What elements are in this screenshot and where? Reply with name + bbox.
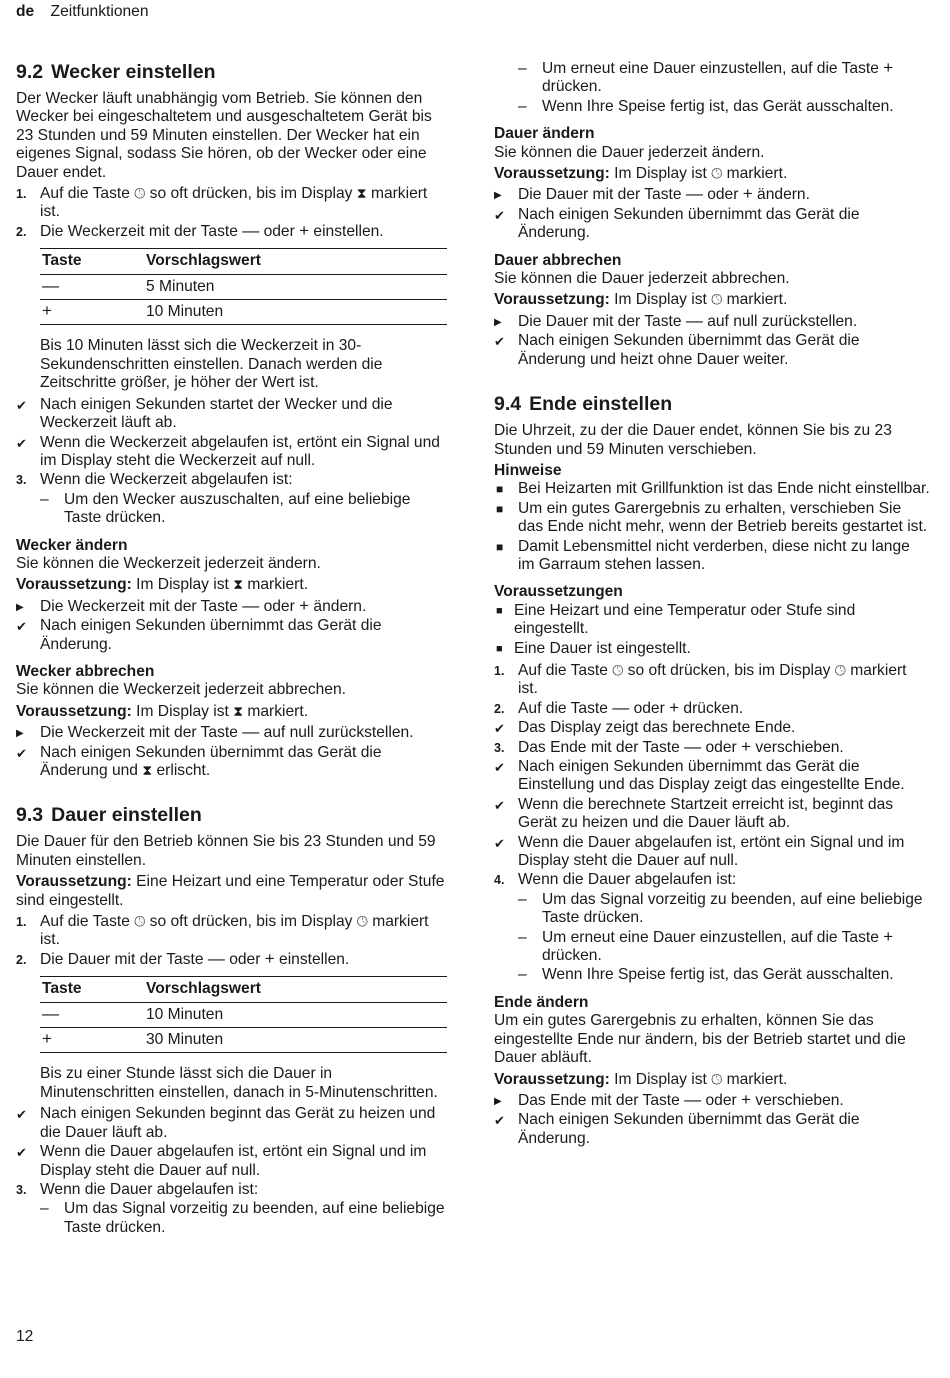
- step-1: 1. Auf die Taste 🕓︎ so oft drücken, bis im Display 🕓︎ markiert ist.: [16, 913, 429, 949]
- minus-key-icon: —: [684, 1089, 702, 1109]
- precondition: Voraussetzung: Im Display ist 🕓︎ markiert.: [494, 1070, 788, 1088]
- check-icon: ✔: [16, 1107, 27, 1123]
- heading-9-3: 9.3 Dauer einstellen: [16, 804, 202, 827]
- square-bullet-icon: ■: [496, 604, 503, 617]
- precondition: Voraussetzung: Im Display ist 🕓︎ markiert.: [494, 165, 788, 183]
- plus-key-icon: +: [42, 301, 52, 321]
- square-bullet-icon: ■: [496, 501, 504, 516]
- heading-dauer-abbrechen: Dauer abbrechen: [494, 251, 622, 269]
- result-item: ✔ Das Display zeigt das berechnete Ende.: [494, 719, 930, 737]
- clock-icon: 🕓︎: [711, 165, 723, 182]
- heading-voraussetzungen: Voraussetzungen: [494, 583, 623, 601]
- dash-item: – Wenn Ihre Speise fertig ist, das Gerät ausschalten.: [518, 97, 894, 115]
- plus-key-icon: +: [883, 926, 894, 946]
- check-icon: ✔: [494, 760, 505, 775]
- plus-key-icon: +: [264, 948, 275, 968]
- plus-key-icon: +: [741, 736, 751, 756]
- plus-key-icon: +: [741, 1089, 751, 1109]
- check-icon: ✔: [16, 619, 27, 635]
- step-2: 2. Die Weckerzeit mit der Taste — oder + einstellen.: [16, 220, 384, 240]
- result-item: ✔ Nach einigen Sekunden übernimmt das Gerät die Änderung und heizt ohne Dauer weiter.: [494, 332, 860, 368]
- dash-item: – Um erneut eine Dauer einzustellen, auf die Taste + drücken.: [518, 926, 894, 965]
- language-code: de: [16, 3, 35, 20]
- precondition-item: ■ Eine Dauer ist eingestellt.: [496, 639, 691, 657]
- check-icon: ✔: [494, 207, 505, 223]
- step-2: 2. Auf die Taste — oder + drücken.: [494, 697, 744, 717]
- note-item: ■ Damit Lebensmittel nicht verderben, diese nicht zu lange im Garraum stehen lassen.: [496, 537, 910, 573]
- check-icon: ✔: [16, 1145, 27, 1161]
- precondition: Voraussetzung: Im Display ist ⧗ markiert.: [16, 702, 309, 720]
- result-item: ✔ Nach einigen Sekunden übernimmt das Gerät die Änderung.: [494, 205, 860, 242]
- step-3: 3. Das Ende mit der Taste — oder + verschieben.: [494, 736, 844, 756]
- minus-key-icon: —: [42, 275, 59, 295]
- table-row: — 5 Minuten: [40, 274, 447, 299]
- suggestion-table: Taste Vorschlagswert — 10 Minuten + 30 Minuten: [40, 976, 447, 1053]
- plus-key-icon: +: [883, 58, 894, 77]
- note-item: ■ Um ein gutes Garergebnis zu erhalten, verschieben Sie das Ende nicht mehr, wenn der Betrieb bereits gestartet ist.: [496, 499, 928, 536]
- action-item: ▶ Das Ende mit der Taste — oder + verschieben.: [494, 1092, 930, 1110]
- precondition: Voraussetzung: Eine Heizart und eine Temperatur oder Stufe sind eingestellt.: [16, 873, 445, 909]
- action-item: ▶ Die Weckerzeit mit der Taste — auf null zurückstellen.: [16, 724, 448, 742]
- check-icon: ✔: [494, 835, 505, 851]
- clock-icon: 🕓︎: [711, 1070, 723, 1087]
- step-2: 2. Die Dauer mit der Taste — oder + einstellen.: [16, 948, 350, 968]
- heading-wecker-aendern: Wecker ändern: [16, 536, 128, 554]
- minus-key-icon: —: [684, 736, 702, 756]
- clock-icon: 🕓︎: [612, 661, 624, 678]
- result-item: ✔ Nach einigen Sekunden übernimmt das Gerät die Einstellung und das Display zeigt das eingestellte Ende.: [494, 758, 905, 794]
- plus-key-icon: +: [42, 1029, 52, 1049]
- left-column: 9.2 Wecker einstellen Der Wecker läuft unabhängig vom Betrieb. Sie können den Wecker bei eingeschaltetem und ausgeschaltetem Gerät bis 23 Stunden und 59 Minuten einstellen. Der Wecker hat ein eigenes Signal, sodass Sie hören, ob der Wecker oder eine Dauer endet. 1. Auf die Taste 🕓︎ so oft drücken, bis im Display ⧗ markiert ist. 2. Die Weckerzeit mit der Taste — oder + einstellen. Taste Vorschlagswert — 5 Minuten + 10 Minuten Bis 10 Minuten lässt sich die Weckerzeit in 30-Sekundenschritten einstellen. Danach werden die Zeitschritte größer, je höher der Wert ist. ✔ Nach einigen Sekunden startet der Wecker und die Weckerzeit läuft ab. ✔ Wenn die Weckerzeit abgelaufen ist, ertönt ein Signal und im Display steht die Weckerzeit auf null. 3. Wenn die Weckerzeit abgelaufen ist: – Um den Wecker auszuschalten, auf eine beliebige Taste drücken. Wecker ändern Sie können die Weckerzeit jederzeit ändern. Voraussetzung: Im Display ist ⧗ markiert. ▶ Die Weckerzeit mit der Taste — oder + ändern. ✔ Nach einigen Sekunden übernimmt das Gerät die Änderung. Wecker abbrechen Sie können die Weckerzeit jederzeit abbrechen. Voraussetzung: Im Display ist ⧗ markiert. ▶ Die Weckerzeit mit der Taste — auf null zurückstellen. ✔ Nach einigen Sekunden übernimmt das Gerät die Änderung und ⧗ erlischt. 9.3 Dauer einstellen Die Dauer für den Betrieb können Sie bis 23 Stunden und 59 Minuten einstellen. Voraussetzung: Eine Heizart und eine Temperatur oder Stufe sind eingestellt. 1. Auf die Taste 🕓︎ so oft drücken, bis im Display 🕓︎ markiert ist. 2. Die Dauer mit der Taste — oder + einstellen. Taste Vorschlagswert — 10 Minuten + 30 Minuten Bis zu einer Stunde lässt sich die Dauer in Minutenschritten einstellen, danach in 5-Minutenschritten. ✔ Nach einigen Sekunden beginnt das Gerät zu heizen und die Dauer läuft ab. ✔ Wenn die Dauer abgelaufen ist, ertönt ein Signal und im Display steht die Dauer auf null. 3. Wenn die Dauer abgelaufen ist: – Um das Signal vorzeitig zu beenden, auf eine beliebige Taste drücken.: [16, 60, 448, 1238]
- clock-icon: 🕓︎: [134, 185, 146, 202]
- step-3: 3. Wenn die Weckerzeit abgelaufen ist:: [16, 471, 293, 489]
- square-bullet-icon: ■: [496, 539, 504, 554]
- square-bullet-icon: ■: [496, 642, 503, 655]
- precondition: Voraussetzung: Im Display ist 🕓︎ markiert.: [494, 291, 788, 309]
- result-item: ✔ Wenn die Dauer abgelaufen ist, ertönt ein Signal und im Display steht die Dauer auf null.: [16, 1143, 427, 1179]
- result-item: ✔ Nach einigen Sekunden beginnt das Gerät zu heizen und die Dauer läuft ab.: [16, 1105, 436, 1141]
- right-column: – Um erneut eine Dauer einzustellen, auf die Taste + drücken. – Wenn Ihre Speise fertig ist, das Gerät ausschalten. Dauer ändern Sie können die Dauer jederzeit ändern. Voraussetzung: Im Display ist 🕓︎ markiert. ▶ Die Dauer mit der Taste — oder + ändern. ✔ Nach einigen Sekunden übernimmt das Gerät die Änderung. Dauer abbrechen Sie können die Dauer jederzeit abbrechen. Voraussetzung: Im Display ist 🕓︎ markiert. ▶ Die Dauer mit der Taste — auf null zurückstellen. ✔ Nach einigen Sekunden übernimmt das Gerät die Änderung und heizt ohne Dauer weiter. 9.4 Ende einstellen Die Uhrzeit, zu der die Dauer endet, können Sie bis zu 23 Stunden und 59 Minuten verschieben. Hinweise ■ Bei Heizarten mit Grillfunktion ist das Ende nicht einstellbar. ■ Um ein gutes Garergebnis zu erhalten, verschieben Sie das Ende nicht mehr, wenn der Betrieb bereits gestartet ist. ■ Damit Lebensmittel nicht verderben, diese nicht zu lange im Garraum stehen lassen. Voraussetzungen ■ Eine Heizart und eine Temperatur oder Stufe sind eingestellt. ■ Eine Dauer ist eingestellt. 1. Auf die Taste 🕓︎ so oft drücken, bis im Display 🕓︎ markiert ist. 2. Auf die Taste — oder + drücken. ✔ Das Display zeigt das berechnete Ende. 3. Das Ende mit der Taste — oder + verschieben. ✔ Nach einigen Sekunden übernimmt das Gerät die Einstellung und das Display zeigt das eingestellte Ende. ✔ Wenn die berechnete Startzeit erreicht ist, beginnt das Gerät zu heizen und die Dauer läuft ab. ✔ Wenn die Dauer abgelaufen ist, ertönt ein Signal und im Display steht die Dauer auf null. 4. Wenn die Dauer abgelaufen ist: – Um das Signal vorzeitig zu beenden, auf eine beliebige Taste drücken. – Um erneut eine Dauer einzustellen, auf die Taste + drücken. – Wenn Ihre Speise fertig ist, das Gerät ausschalten. Ende ändern Um ein gutes Garergebnis zu erhalten, können Sie das eingestellte Ende nur ändern, bis der Betrieb startet und die Dauer abläuft. Voraussetzung: Im Display ist 🕓︎ markiert. ▶ Das Ende mit der Taste — oder + verschieben. ✔ Nach einigen Sekunden übernimmt das Gerät die Änderung.: [494, 58, 930, 1147]
- minus-key-icon: —: [685, 184, 703, 204]
- precondition-item: ■ Eine Heizart und eine Temperatur oder Stufe sind eingestellt.: [496, 601, 856, 638]
- heading-dauer-aendern: Dauer ändern: [494, 125, 595, 143]
- section-name: Zeitfunktionen: [50, 3, 149, 20]
- minus-key-icon: —: [242, 595, 260, 615]
- minus-key-icon: —: [242, 722, 260, 742]
- action-item: ▶ Die Weckerzeit mit der Taste — oder + ändern.: [16, 598, 448, 616]
- plus-key-icon: +: [299, 595, 310, 615]
- minus-key-icon: —: [207, 948, 225, 968]
- hourglass-icon: ⧗: [233, 702, 244, 719]
- check-icon: ✔: [16, 397, 27, 413]
- minus-key-icon: —: [42, 1003, 59, 1023]
- hourglass-icon: ⧗: [142, 762, 153, 778]
- clock-icon: 🕓︎: [834, 661, 846, 678]
- heading-hinweise: Hinweise: [494, 461, 562, 479]
- result-item: ✔ Nach einigen Sekunden übernimmt das Gerät die Änderung und ⧗ erlischt.: [16, 743, 382, 779]
- heading-wecker-abbrechen: Wecker abbrechen: [16, 662, 155, 680]
- dash-item: – Um den Wecker auszuschalten, auf eine beliebige Taste drücken.: [40, 490, 411, 527]
- triangle-icon: ▶: [494, 190, 502, 202]
- minus-key-icon: —: [612, 697, 630, 717]
- check-icon: ✔: [494, 334, 505, 350]
- result-item: ✔ Wenn die berechnete Startzeit erreicht ist, beginnt das Gerät zu heizen und die Dauer läuft ab.: [494, 795, 894, 832]
- step-1: 1. Auf die Taste 🕓︎ so oft drücken, bis im Display ⧗ markiert ist.: [16, 185, 428, 221]
- check-icon: ✔: [16, 435, 27, 451]
- table-row: — 10 Minuten: [40, 1002, 447, 1027]
- triangle-icon: ▶: [16, 728, 24, 740]
- dash-item: – Um das Signal vorzeitig zu beenden, auf eine beliebige Taste drücken.: [40, 1200, 445, 1236]
- action-item: ▶ Die Dauer mit der Taste — oder + ändern.: [494, 186, 930, 204]
- triangle-icon: ▶: [494, 1095, 502, 1107]
- suggestion-table: Taste Vorschlagswert — 5 Minuten + 10 Minuten: [40, 248, 447, 325]
- page-number: 12: [16, 1328, 34, 1345]
- triangle-icon: ▶: [16, 601, 24, 613]
- note-item: ■ Bei Heizarten mit Grillfunktion ist das Ende nicht einstellbar.: [496, 480, 930, 498]
- result-item: ✔ Nach einigen Sekunden übernimmt das Gerät die Änderung.: [16, 617, 382, 653]
- minus-key-icon: —: [242, 220, 260, 240]
- square-bullet-icon: ■: [496, 482, 504, 497]
- result-item: ✔ Wenn die Weckerzeit abgelaufen ist, ertönt ein Signal und im Display steht die Weckerzeit auf null.: [16, 433, 440, 469]
- result-item: ✔ Nach einigen Sekunden startet der Wecker und die Weckerzeit läuft ab.: [16, 395, 393, 432]
- result-item: ✔ Wenn die Dauer abgelaufen ist, ertönt ein Signal und im Display steht die Dauer auf null.: [494, 833, 905, 870]
- precondition: Voraussetzung: Im Display ist ⧗ markiert.: [16, 576, 309, 594]
- step-1: 1. Auf die Taste 🕓︎ so oft drücken, bis im Display 🕓︎ markiert ist.: [494, 661, 907, 698]
- minus-key-icon: —: [685, 310, 703, 330]
- clock-icon: 🕓︎: [356, 913, 368, 930]
- clock-icon: 🕓︎: [134, 913, 146, 930]
- step-note: Bis zu einer Stunde lässt sich die Dauer in Minutenschritten einstellen, danach in 5-Minutenschritten.: [40, 1065, 438, 1101]
- hourglass-icon: ⧗: [356, 185, 367, 202]
- hourglass-icon: ⧗: [233, 576, 244, 593]
- plus-key-icon: +: [299, 220, 310, 240]
- check-icon: ✔: [494, 1113, 505, 1129]
- clock-icon: 🕓︎: [711, 291, 723, 308]
- action-item: ▶ Die Dauer mit der Taste — auf null zurückstellen.: [494, 313, 930, 331]
- intro-text: Der Wecker läuft unabhängig vom Betrieb. Sie können den Wecker bei eingeschaltetem und ausgeschaltetem Gerät bis 23 Stunden und 59 Minuten einstellen. Der Wecker hat ein eigenes Signal, sodass Sie hören, ob der Wecker oder eine Dauer endet.: [16, 90, 432, 181]
- check-icon: ✔: [494, 721, 505, 737]
- step-4: 4. Wenn die Dauer abgelaufen ist:: [494, 871, 737, 889]
- result-item: ✔ Nach einigen Sekunden übernimmt das Gerät die Änderung.: [494, 1111, 860, 1147]
- table-row: + 30 Minuten: [40, 1028, 447, 1053]
- step-3: 3. Wenn die Dauer abgelaufen ist:: [16, 1180, 259, 1198]
- table-row: + 10 Minuten: [40, 300, 447, 325]
- heading-9-4: 9.4 Ende einstellen: [494, 393, 673, 416]
- plus-key-icon: +: [742, 184, 753, 204]
- check-icon: ✔: [16, 745, 27, 761]
- heading-ende-aendern: Ende ändern: [494, 993, 589, 1011]
- step-note: Bis 10 Minuten lässt sich die Weckerzeit in 30-Sekundenschritten einstellen. Danach werden die Zeitschritte größer, je höher der Wert ist.: [40, 337, 383, 392]
- check-icon: ✔: [494, 797, 505, 813]
- dash-item: – Um erneut eine Dauer einzustellen, auf die Taste + drücken.: [518, 58, 894, 96]
- page-header: [16, 3, 149, 21]
- plus-key-icon: +: [669, 697, 680, 717]
- dash-item: – Um das Signal vorzeitig zu beenden, auf eine beliebige Taste drücken.: [518, 890, 923, 927]
- dash-item: – Wenn Ihre Speise fertig ist, das Gerät ausschalten.: [518, 966, 894, 984]
- heading-9-2: 9.2 Wecker einstellen: [16, 61, 216, 83]
- triangle-icon: ▶: [494, 316, 502, 328]
